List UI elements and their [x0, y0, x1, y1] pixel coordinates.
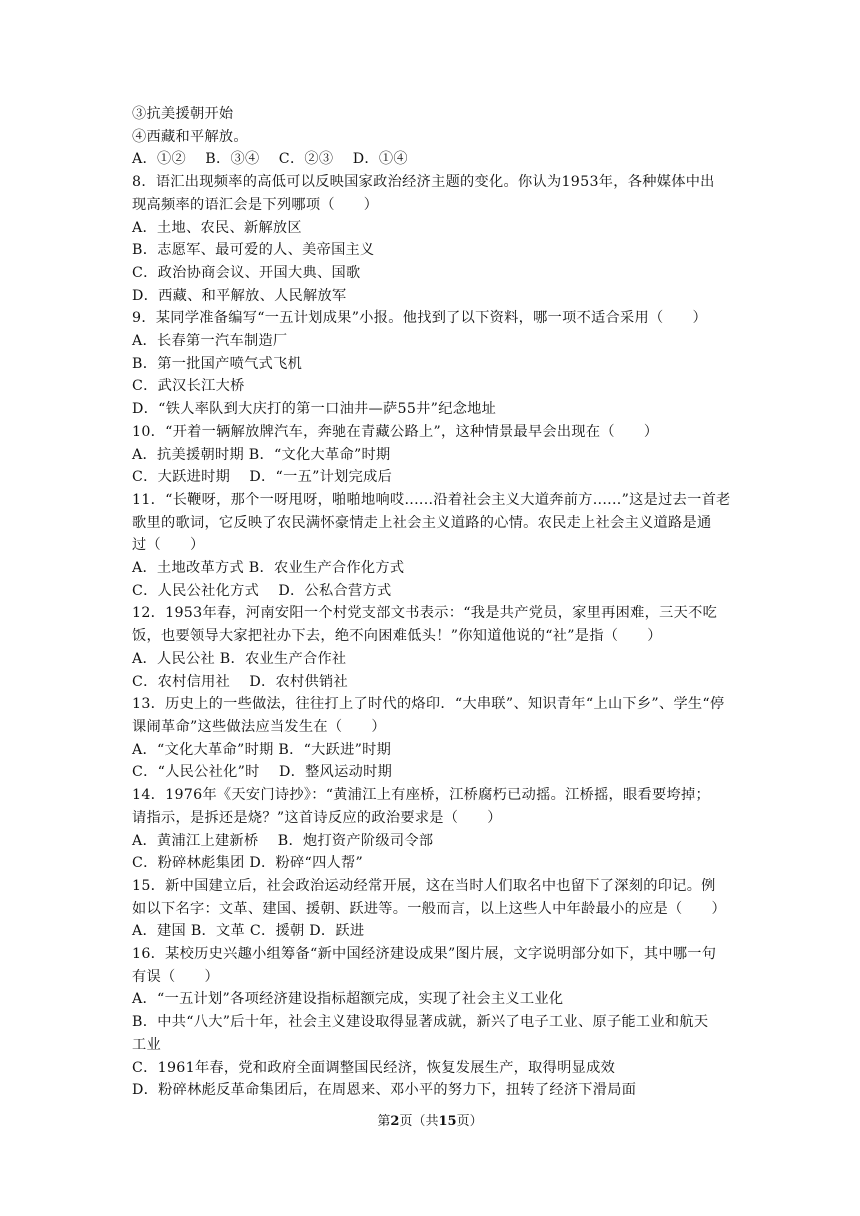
footer-total-pages: 15 [438, 1114, 457, 1129]
text-line: A．黄浦江上建新桥 B．炮打资产阶级司令部 [132, 832, 434, 849]
text-line: 12．1953年春，河南安阳一个村党支部文书表示：“我是共产党员，家里再困难，三天不吃 [132, 605, 718, 622]
text-line: ④西藏和平解放。 [132, 128, 248, 145]
text-line: C．农村信用社 D．农村供销社 [132, 673, 348, 690]
text-line: 13．历史上的一些做法，往往打上了时代的烙印．“大串联”、知识青年“上山下乡”、学生“停 [132, 696, 725, 713]
text-line: A．“文化大革命”时期 B．“大跃进”时期 [132, 741, 392, 758]
text-line: C．大跃进时期 D．“一五”计划完成后 [132, 469, 393, 486]
text-line: ③抗美援朝开始 [132, 106, 234, 122]
text-line: C．粉碎林彪集团 D．粉碎“四人帮” [132, 855, 364, 872]
footer-prefix: 第 [377, 1114, 391, 1129]
question-text [132, 103, 732, 1102]
text-line: C．武汉长江大桥 [132, 378, 245, 395]
text-line: 14．1976年《天安门诗抄》：“黄浦江上有座桥，江桥腐朽已动摇。江桥摇，眼看要垮掉； [132, 787, 710, 804]
text-line: D．粉碎林彪反革命集团后，在周恩来、邓小平的努力下，扭转了经济下滑局面 [132, 1082, 637, 1099]
text-line: D．“铁人率队到大庆打的第一口油井—萨55井”纪念地址 [132, 401, 497, 418]
text-line: 如以下名字：文革、建国、援朝、跃进等。一般而言，以上这些人中年龄最小的应是（ ） [132, 900, 726, 917]
text-line: A．抗美援朝时期 B．“文化大革命”时期 [132, 446, 391, 463]
text-line: 请指示，是拆还是烧？”这首诗反应的政治要求是（ ） [132, 809, 502, 826]
text-line: C．政治协商会议、开国大典、国歌 [132, 264, 361, 281]
text-line: A．建国 B．文革 C．援朝 D．跃进 [132, 923, 365, 940]
page-footer [0, 1113, 860, 1131]
text-line: C．1961年春，党和政府全面调整国民经济，恢复发展生产，取得明显成效 [132, 1059, 616, 1076]
footer-suffix: 页） [456, 1114, 483, 1129]
text-line: 15．新中国建立后，社会政治运动经常开展，这在当时人们取名中也留下了深刻的印记。例 [132, 877, 716, 894]
text-line: B．中共“八大”后十年，社会主义建设取得显著成就，新兴了电子工业、原子能工业和航天 [132, 1014, 709, 1031]
text-line: A．①② B．③④ C．②③ D．①④ [132, 151, 408, 168]
footer-middle: 页（共 [399, 1114, 439, 1129]
text-line: A．土地改革方式 B．农业生产合作化方式 [132, 560, 405, 577]
text-line: 8．语汇出现频率的高低可以反映国家政治经济主题的变化。你认为1953年，各种媒体中出 [132, 174, 715, 191]
text-line: A．土地、农民、新解放区 [132, 219, 302, 236]
text-line: 过（ ） [132, 537, 205, 554]
text-line: C．“人民公社化”时 D．整风运动时期 [132, 764, 393, 781]
text-line: A．人民公社 B．农业生产合作社 [132, 650, 347, 667]
text-line: 工业 [132, 1036, 161, 1053]
footer-page-number: 2 [390, 1114, 400, 1129]
text-line: 有误（ ） [132, 968, 219, 985]
text-line: D．西藏、和平解放、人民解放军 [132, 287, 347, 304]
text-line: 饭，也要领导大家把社办下去，绝不向困难低头！”你知道他说的“社”是指（ ） [132, 628, 662, 645]
text-line: 课闹革命”这些做法应当发生在（ ） [132, 718, 386, 735]
text-line: 9．某同学准备编写“一五计划成果”小报。他找到了以下资料，哪一项不适合采用（ ） [132, 310, 707, 327]
text-line: 16．某校历史兴趣小组筹备“新中国经济建设成果”图片展，文字说明部分如下，其中哪一句 [132, 946, 717, 963]
text-line: A．长春第一汽车制造厂 [132, 333, 288, 350]
text-line: A．“一五计划”各项经济建设指标超额完成，实现了社会主义工业化 [132, 991, 564, 1008]
text-line: 10．“开着一辆解放牌汽车，奔驰在青藏公路上”，这种情景最早会出现在（ ） [132, 423, 659, 440]
text-line: 11．“长鞭呀，那个一呀甩呀，啪啪地响哎......沿着社会主义大道奔前方......”这是过去一首老 [132, 491, 731, 508]
text-line: B．第一批国产喷气式飞机 [132, 355, 303, 372]
text-line: 歌里的歌词，它反映了农民满怀豪情走上社会主义道路的心情。农民走上社会主义道路是通 [132, 514, 712, 531]
text-line: B．志愿军、最可爱的人、美帝国主义 [132, 242, 375, 259]
text-line: 现高频率的语汇会是下列哪项（ ） [132, 196, 379, 213]
text-line: C．人民公社化方式 D．公私合营方式 [132, 582, 392, 599]
